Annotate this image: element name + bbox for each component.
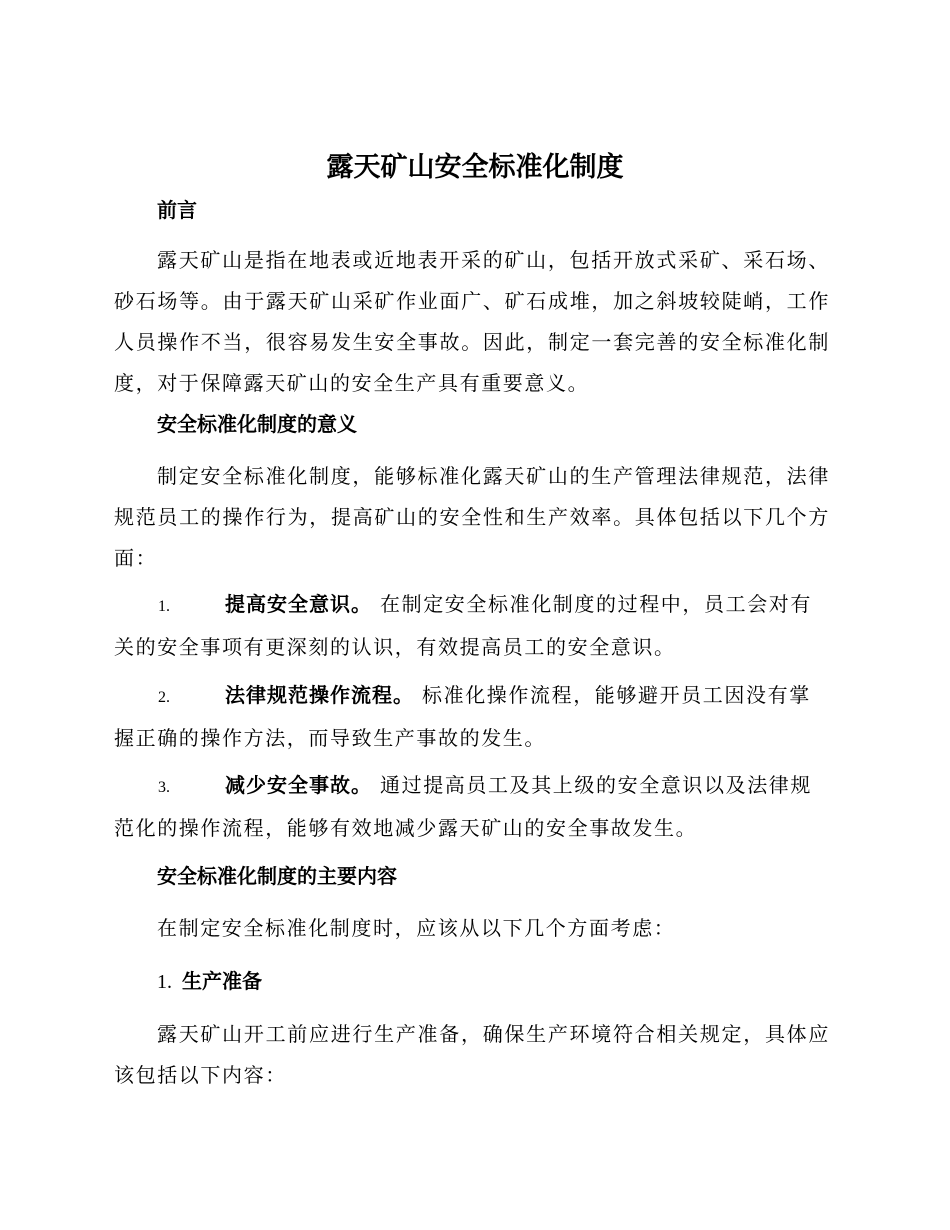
document-title: 露天矿山安全标准化制度: [326, 152, 624, 183]
contents-paragraph: 在制定安全标准化制度时，应该从以下几个方面考虑：: [157, 916, 676, 940]
list-item-text: 在制定安全标准化制度的过程中，员工会对有关的安全事项有更深刻的认识，有效提高员工的安全意识。: [114, 592, 812, 659]
list-item-lead: 减少安全事故。: [225, 773, 372, 797]
significance-paragraph: 制定安全标准化制度，能够标准化露天矿山的生产管理法律规范，法律规范员工的操作行为，提高矿山的安全性和生产效率。具体包括以下几个方面：: [114, 464, 830, 570]
preface-paragraph: 露天矿山是指在地表或近地表开采的矿山，包括开放式采矿、采石场、砂石场等。由于露天矿山采矿作业面广、矿石成堆，加之斜坡较陡峭，工作人员操作不当，很容易发生安全事故。因此，制定一套完善的安全标准化制度，对于保障露天矿山的安全生产具有重要意义。: [114, 248, 830, 395]
section-1-heading: [157, 967, 262, 996]
list-item-lead: 法律规范操作流程。: [225, 683, 414, 707]
list-item-text: 标准化操作流程，能够避开员工因没有掌握正确的操作方法，而导致生产事故的发生。: [114, 683, 811, 750]
list-item-number: 2.: [158, 689, 170, 706]
list-item-number: 1.: [158, 598, 170, 615]
list-item-1: [114, 584, 830, 668]
list-item-lead: 提高安全意识。: [225, 592, 372, 616]
list-item-2: [114, 675, 830, 759]
section-1-paragraph: 露天矿山开工前应进行生产准备，确保生产环境符合相关规定，具体应该包括以下内容：: [114, 1022, 830, 1087]
significance-heading: 安全标准化制度的意义: [157, 412, 357, 436]
list-item-3: [114, 765, 830, 849]
section-number: 1.: [157, 971, 172, 993]
contents-heading: 安全标准化制度的主要内容: [157, 864, 397, 888]
section-title: 生产准备: [182, 969, 262, 993]
list-item-number: 3.: [158, 779, 170, 796]
list-item-text: 通过提高员工及其上级的安全意识以及法律规范化的操作流程，能够有效地减少露天矿山的安全事故发生。: [114, 773, 812, 840]
preface-heading: 前言: [157, 198, 197, 222]
